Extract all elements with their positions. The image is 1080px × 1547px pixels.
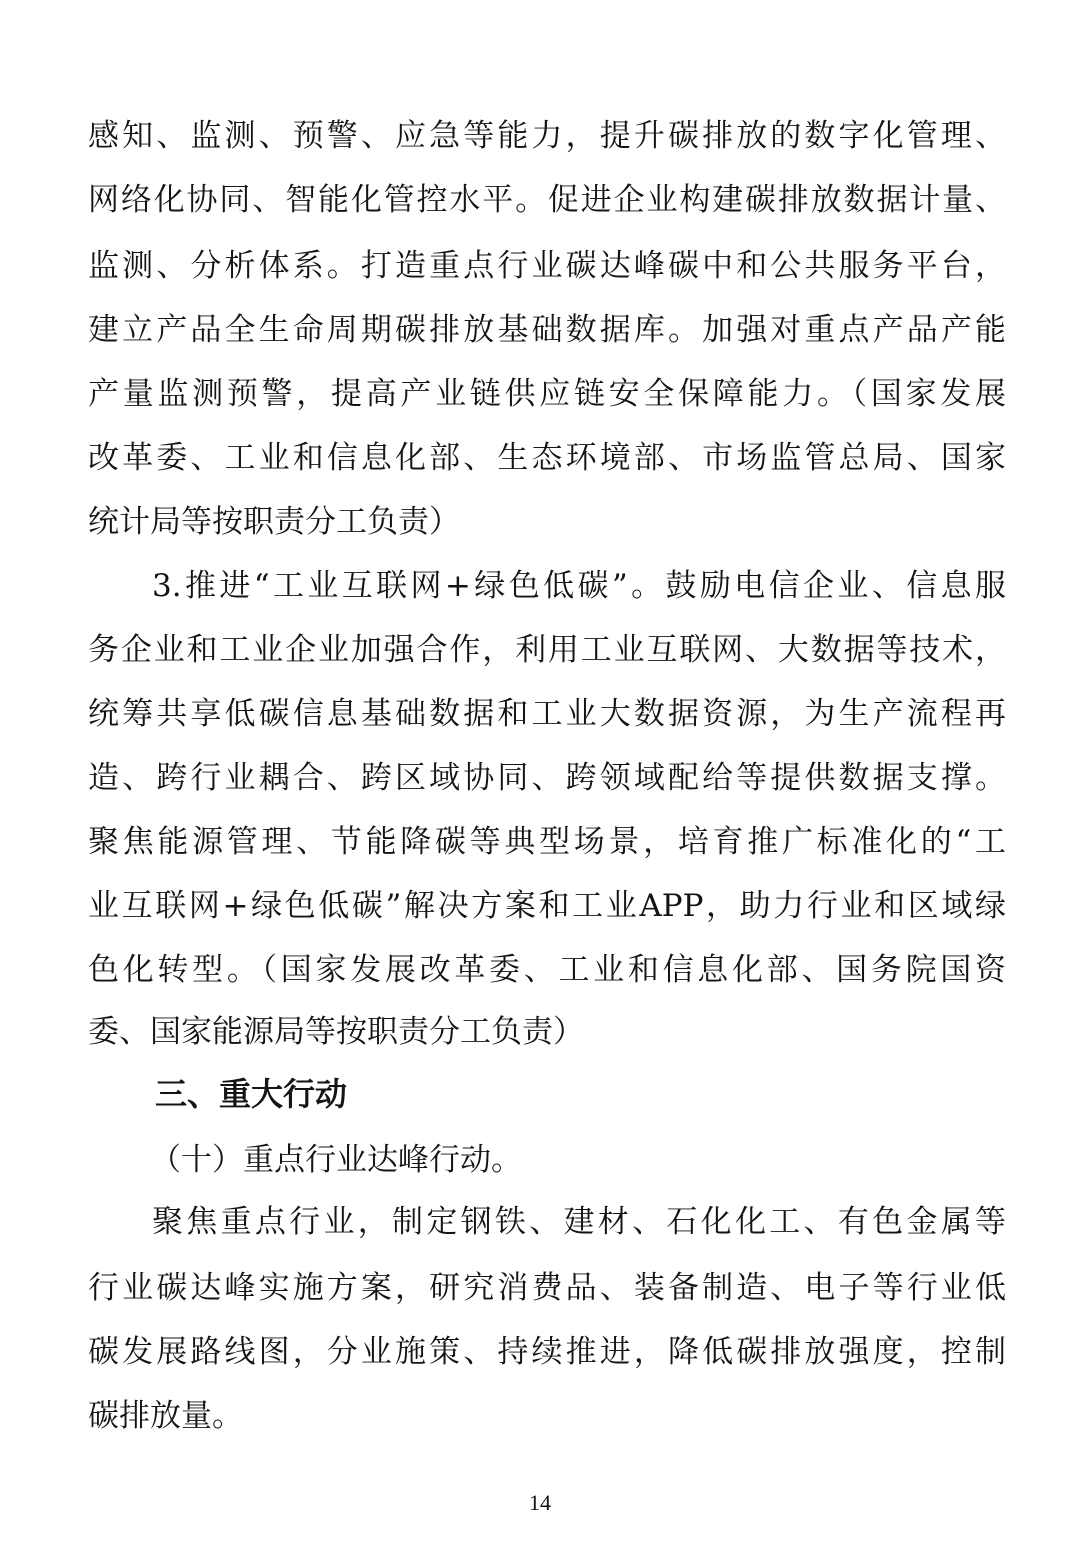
paragraph-2-line-3: 统筹共享低碳信息基础数据和工业大数据资源，为生产流程再	[88, 696, 1006, 732]
paragraph-2-line-7: 色化转型。（国家发展改革委、工业和信息化部、国务院国资	[88, 952, 1006, 988]
paragraph-2-line-2: 务企业和工业企业加强合作，利用工业互联网、大数据等技术，	[88, 632, 1006, 668]
section-heading: 三、重大行动	[155, 1075, 348, 1113]
paragraph-1-line-6: 改革委、工业和信息化部、生态环境部、市场监管总局、国家	[88, 440, 1006, 476]
paragraph-1-line-4: 建立产品全生命周期碳排放基础数据库。加强对重点产品产能	[88, 312, 1006, 348]
paragraph-2-line-4: 造、跨行业耦合、跨区域协同、跨领域配给等提供数据支撑。	[88, 760, 1006, 796]
paragraph-1-line-2: 网络化协同、智能化管控水平。促进企业构建碳排放数据计量、	[88, 182, 1006, 218]
paragraph-2-line-5: 聚焦能源管理、节能降碳等典型场景，培育推广标准化的“工	[88, 824, 1006, 860]
paragraph-1-line-7: 统计局等按职责分工负责）	[88, 504, 460, 540]
paragraph-3-line-2: 行业碳达峰实施方案，研究消费品、装备制造、电子等行业低	[88, 1270, 1006, 1306]
paragraph-1-line-5: 产量监测预警，提高产业链供应链安全保障能力。（国家发展	[88, 376, 1006, 412]
paragraph-3-line-3: 碳发展路线图，分业施策、持续推进，降低碳排放强度，控制	[88, 1334, 1006, 1370]
paragraph-1-line-1: 感知、监测、预警、应急等能力，提升碳排放的数字化管理、	[88, 118, 1006, 154]
subsection-heading: （十）重点行业达峰行动。	[150, 1142, 522, 1178]
paragraph-1-line-3: 监测、分析体系。打造重点行业碳达峰碳中和公共服务平台，	[88, 248, 1006, 284]
paragraph-3-line-1: 聚焦重点行业，制定钢铁、建材、石化化工、有色金属等	[152, 1204, 1006, 1240]
paragraph-2-line-1: 3.推进“工业互联网+绿色低碳”。鼓励电信企业、信息服	[152, 568, 1006, 604]
paragraph-2-line-8: 委、国家能源局等按职责分工负责）	[88, 1014, 584, 1050]
page-number: 14	[529, 1490, 551, 1515]
paragraph-3-line-4: 碳排放量。	[88, 1398, 243, 1434]
paragraph-2-line-6: 业互联网+绿色低碳”解决方案和工业APP，助力行业和区域绿	[88, 888, 1006, 924]
